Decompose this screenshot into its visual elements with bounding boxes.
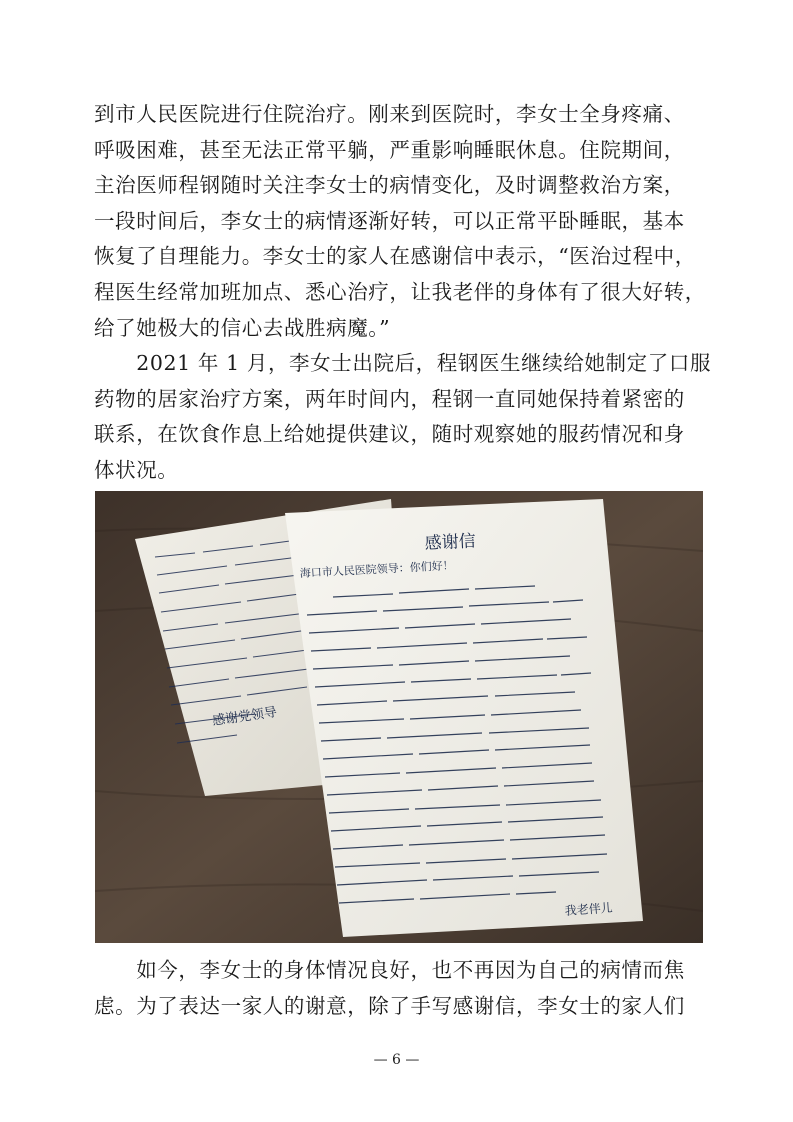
text-line: 到市人民医院进行住院治疗。刚来到医院时，李女士全身疼痛、	[94, 102, 685, 126]
text-line: 虑。为了表达一家人的谢意，除了手写感谢信，李女士的家人们	[94, 993, 685, 1018]
text-line: 呼吸困难，甚至无法正常平躺，严重影响睡眠休息。住院期间，	[94, 137, 685, 162]
text-line: 药物的居家治疗方案，两年时间内，程钢一直同她保持着紧密的	[94, 386, 685, 411]
letter-signature: 我老伴儿	[564, 900, 614, 918]
letter-salutation: 海口市人民医院领导：你们好！	[299, 558, 454, 580]
page-number: — 6 —	[373, 1052, 420, 1068]
letter-photo	[95, 491, 703, 943]
letter-page-front	[285, 499, 643, 937]
handwriting-fragment: 感谢党领导	[211, 705, 278, 729]
paragraph-3	[94, 953, 704, 1024]
text-line: 给了她极大的信心去战胜病魔。”	[94, 315, 391, 340]
text-line: 体状况。	[94, 457, 179, 482]
text-line: 程医生经常加班加点、悉心治疗，让我老伴的身体有了很大好转，	[94, 279, 706, 304]
text-line: 恢复了自理能力。李女士的家人在感谢信中表示，“医治过程中，	[94, 244, 696, 269]
text-line: 2021 年 1 月，李女士出院后，程钢医生继续给她制定了口服	[94, 351, 712, 375]
text-line: 如今，李女士的身体情况良好，也不再因为自己的病情而焦	[94, 958, 685, 982]
text-line: 一段时间后，李女士的病情逐渐好转，可以正常平卧睡眠，基本	[94, 208, 685, 233]
paragraph-1	[94, 97, 704, 346]
letter-title: 感谢信	[424, 531, 477, 554]
paragraph-2	[94, 346, 712, 488]
text-line: 主治医师程钢随时关注李女士的病情变化，及时调整救治方案，	[94, 173, 685, 198]
text-line: 联系，在饮食作息上给她提供建议，随时观察她的服药情况和身	[94, 422, 685, 447]
